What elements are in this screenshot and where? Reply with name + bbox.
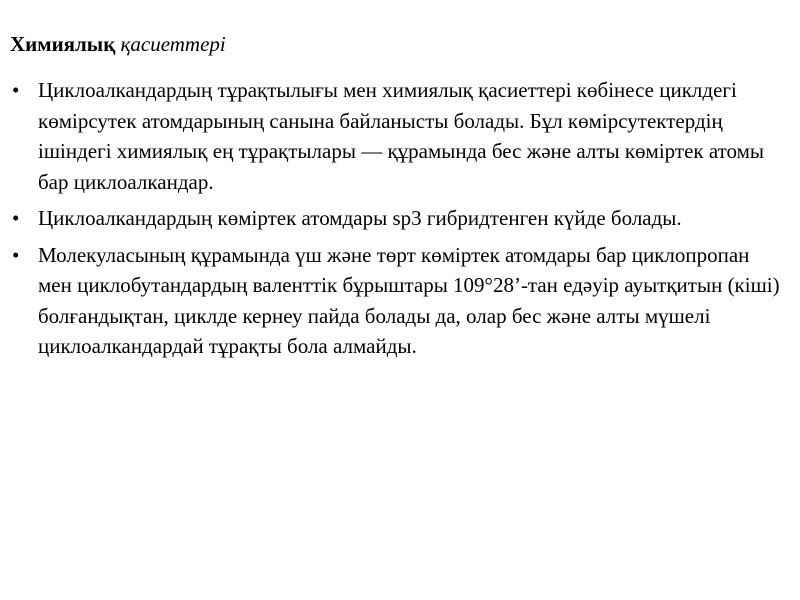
bullet-text-2: Циклоалкандардың көміртек атомдары sp3 гибридтенген күйде болады. [38, 206, 682, 230]
bullet-item-2 [10, 203, 785, 234]
heading-italic-text: қасиеттері [120, 32, 226, 56]
bullet-icon: • [12, 78, 20, 102]
bullet-text-1: Циклоалкандардың тұрақтылығы мен химиялық қасиеттері көбінесе циклдегі көмірсутек атомдарының санына байланысты болады. Бұл көмірсутектердің ішіндегі химиялық ең тұрақтылары — құрамында бес және алты көміртек атомы бар циклоалкандар. [38, 78, 765, 194]
section-heading [10, 31, 226, 57]
heading-bold-text: Химиялық [10, 32, 116, 56]
bullet-item-3 [10, 240, 785, 362]
bullet-list [10, 75, 785, 368]
bullet-icon: • [12, 206, 20, 230]
bullet-icon: • [12, 242, 20, 267]
bullet-text-3: Молекуласының құрамында үш және төрт көміртек атомдары бар циклопропан мен циклобутандардың валенттік бұрыштары 109°28’-тан едәуір ауытқитын (кіші) болғандықтан, циклде кернеу пайда болады да, олар бес және алты мүшелі циклоалкандардай тұрақты бола алмайды. [38, 242, 780, 358]
bullet-item-1 [10, 75, 785, 197]
